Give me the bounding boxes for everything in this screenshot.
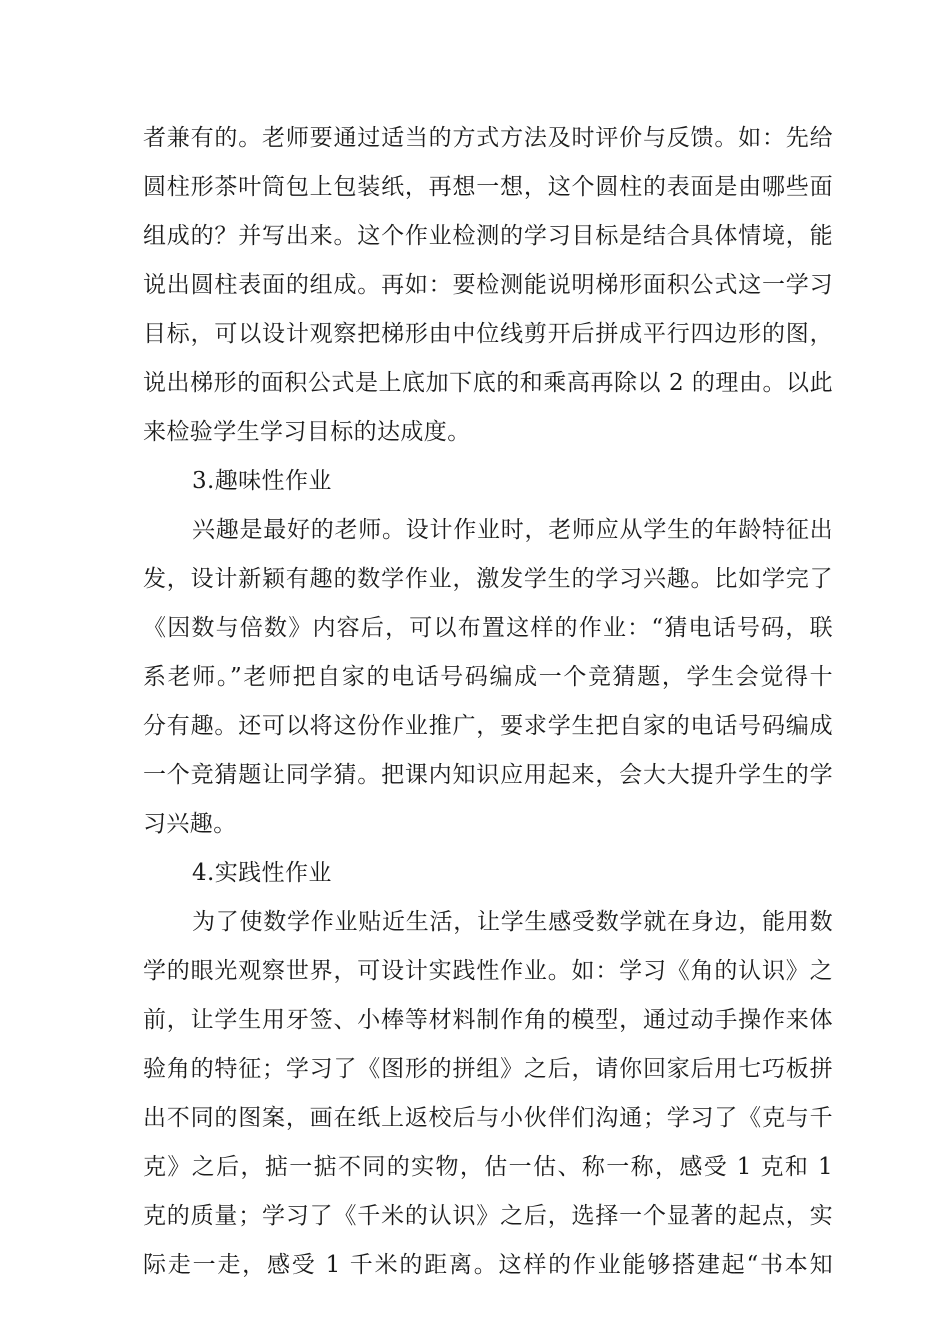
- text-line: 为了使数学作业贴近生活，让学生感受数学就在身边，能用数: [192, 909, 833, 935]
- text-line: 分有趣。还可以将这份作业推广，要求学生把自家的电话号码编成: [143, 713, 833, 739]
- text-line: 系老师。”老师把自家的电话号码编成一个竞猜题，学生会觉得十: [143, 664, 833, 690]
- section-heading: 3.趣味性作业: [192, 468, 332, 494]
- text-line: 出不同的图案，画在纸上返校后与小伙伴们沟通；学习了《克与千: [143, 1105, 833, 1131]
- text-line: 说出圆柱表面的组成。再如：要检测能说明梯形面积公式这一学习: [143, 272, 833, 298]
- body-text: [143, 114, 833, 1290]
- text-line: 前，让学生用牙签、小棒等材料制作角的模型，通过动手操作来体: [143, 1007, 833, 1033]
- text-line: 习兴趣。: [143, 811, 237, 837]
- text-line: 兴趣是最好的老师。设计作业时，老师应从学生的年龄特征出: [192, 517, 833, 543]
- section-heading: 4.实践性作业: [192, 860, 332, 886]
- text-line: 圆柱形茶叶筒包上包装纸，再想一想，这个圆柱的表面是由哪些面: [143, 174, 833, 200]
- text-line: 发，设计新颖有趣的数学作业，激发学生的学习兴趣。比如学完了: [143, 566, 833, 592]
- text-line: 克的质量；学习了《千米的认识》之后，选择一个显著的起点，实: [143, 1203, 833, 1229]
- text-line: 组成的？并写出来。这个作业检测的学习目标是结合具体情境，能: [143, 223, 833, 249]
- text-line: 说出梯形的面积公式是上底加下底的和乘高再除以 2 的理由。以此: [143, 370, 833, 396]
- text-line: 学的眼光观察世界，可设计实践性作业。如：学习《角的认识》之: [143, 958, 833, 984]
- text-line: 来检验学生学习目标的达成度。: [143, 419, 471, 445]
- text-line: 《因数与倍数》内容后，可以布置这样的作业：“猜电话号码，联: [143, 615, 833, 641]
- text-line: 克》之后，掂一掂不同的实物，估一估、称一称，感受 1 克和 1: [143, 1154, 833, 1180]
- text-line: 一个竞猜题让同学猜。把课内知识应用起来，会大大提升学生的学: [143, 762, 833, 788]
- text-line: 际走一走，感受 1 千米的距离。这样的作业能够搭建起“书本知: [143, 1252, 833, 1278]
- text-line: 目标，可以设计观察把梯形由中位线剪开后拼成平行四边形的图，: [143, 321, 833, 347]
- text-line: 验角的特征；学习了《图形的拼组》之后，请你回家后用七巧板拼: [143, 1056, 833, 1082]
- text-line: 者兼有的。老师要通过适当的方式方法及时评价与反馈。如：先给: [143, 125, 833, 151]
